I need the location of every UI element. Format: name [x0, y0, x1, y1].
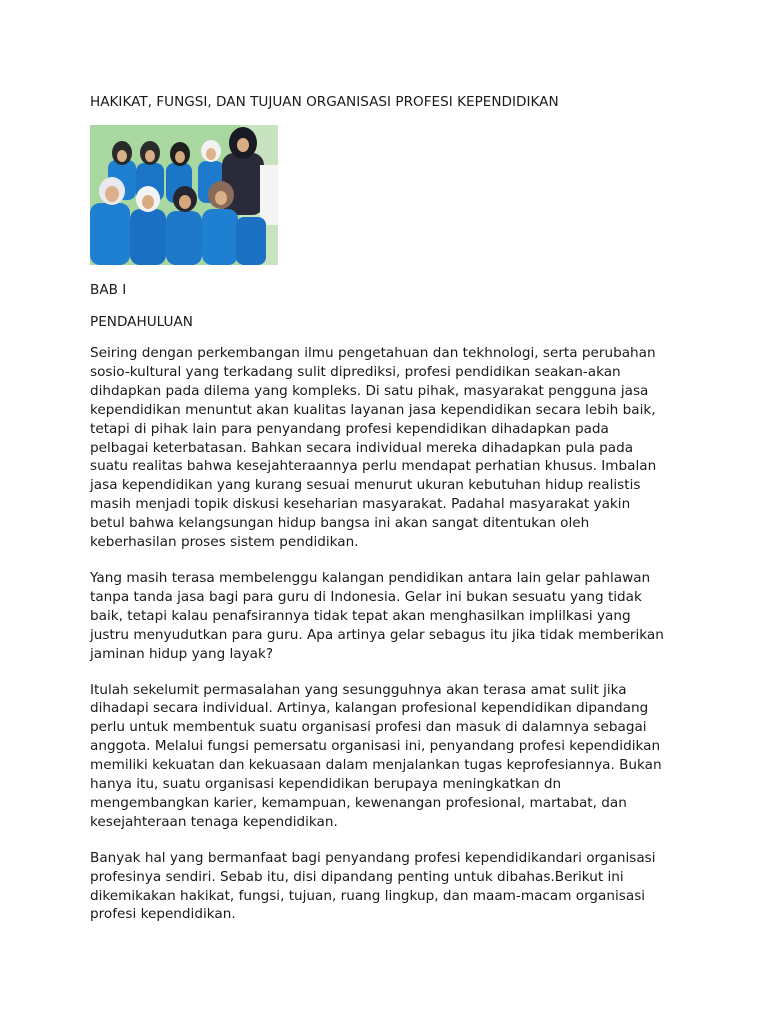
text-line: dihadapi secara individual. Artinya, kalangan profesional kependidikan dipandang [90, 700, 649, 717]
paragraph-2 [90, 569, 690, 664]
paragraph-4 [90, 849, 690, 925]
text-line: Seiring dengan perkembangan ilmu pengetahuan dan tekhnologi, serta perubahan [90, 345, 656, 361]
text-line: justru menyudutkan para guru. Apa artinya gelar sebagus itu jika tidak memberikan [90, 626, 664, 643]
text-line: Itulah sekelumit permasalahan yang sesungguhnya akan terasa amat sulit jika [90, 681, 627, 698]
document-page [90, 0, 690, 1024]
text-line: suatu realitas bahwa kesejahteraannya perlu mendapat perhatian khusus. Imbalan [90, 458, 657, 475]
text-line: keberhasilan proses sistem pendidikan. [90, 534, 359, 551]
group-photo [90, 125, 278, 265]
text-line: tanpa tanda jasa bagi para guru di Indonesia. Gelar ini bukan sesuatu yang tidak [90, 588, 642, 605]
text-line: hanya itu, suatu organisasi kependidikan berupaya meningkatkan dn [90, 776, 562, 793]
text-line: sosio-kultural yang terkadang sulit diprediksi, profesi pendidikan seakan-akan [90, 363, 621, 380]
text-line: profesinya sendiri. Sebab itu, disi dipandang penting untuk dibahas.Berikut ini [90, 868, 624, 885]
text-line: dihdapkan pada dilema yang kompleks. Di satu pihak, masyarakat pengguna jasa [90, 382, 649, 399]
chapter-heading: BAB I [90, 282, 127, 298]
text-line: betul bahwa kelangsungan hidup bangsa ini akan sangat ditentukan oleh [90, 515, 590, 532]
text-line: mengembangkan karier, kemampuan, kewenangan profesional, martabat, dan [90, 794, 627, 811]
text-line: Banyak hal yang bermanfaat bagi penyandang profesi kependidikandari organisasi [90, 849, 656, 866]
text-line: memiliki kekuatan dan kekuasaan dalam menjalankan tugas keprofesiannya. Bukan [90, 757, 662, 774]
text-line: perlu untuk membentuk suatu organisasi profesi dan masuk di dalamnya sebagai [90, 719, 647, 736]
text-line: kependidikan menuntut akan kualitas layanan jasa kependidikan secara lebih baik, [90, 401, 656, 418]
text-line: masih menjadi topik diskusi keseharian masyarakat. Padahal masyarakat yakin [90, 496, 631, 513]
text-line: anggota. Melalui fungsi pemersatu organisasi ini, penyandang profesi kependidikan [90, 738, 661, 755]
text-line: pelbagai keterbatasan. Bahkan secara individual mereka dihadapkan pula pada [90, 439, 634, 456]
text-line: jaminan hidup yang layak? [90, 645, 274, 662]
paragraph-3 [90, 681, 690, 832]
text-line: Yang masih terasa membelenggu kalangan pendidikan antara lain gelar pahlawan [90, 569, 651, 586]
text-line: baik, tetapi kalau penafsirannya tidak tepat akan menghasilkan implilkasi yang [90, 607, 631, 624]
text-line: kesejahteraan tenaga kependidikan. [90, 813, 338, 830]
body-text [90, 344, 690, 941]
text-line: tetapi di pihak lain para penyandang profesi kependidikan dihadapkan pada [90, 420, 609, 437]
text-line: dikemikakan hakikat, fungsi, tujuan, ruang lingkup, dan maam-macam organisasi [90, 887, 646, 904]
text-line: profesi kependidikan. [90, 906, 236, 923]
document-title: HAKIKAT, FUNGSI, DAN TUJUAN ORGANISASI PROFESI KEPENDIDIKAN [90, 94, 559, 110]
text-line: jasa kependidikan yang kurang sesuai menurut ukuran kebutuhan hidup realistis [90, 477, 641, 494]
paragraph-1 [90, 344, 690, 552]
section-heading: PENDAHULUAN [90, 314, 193, 330]
